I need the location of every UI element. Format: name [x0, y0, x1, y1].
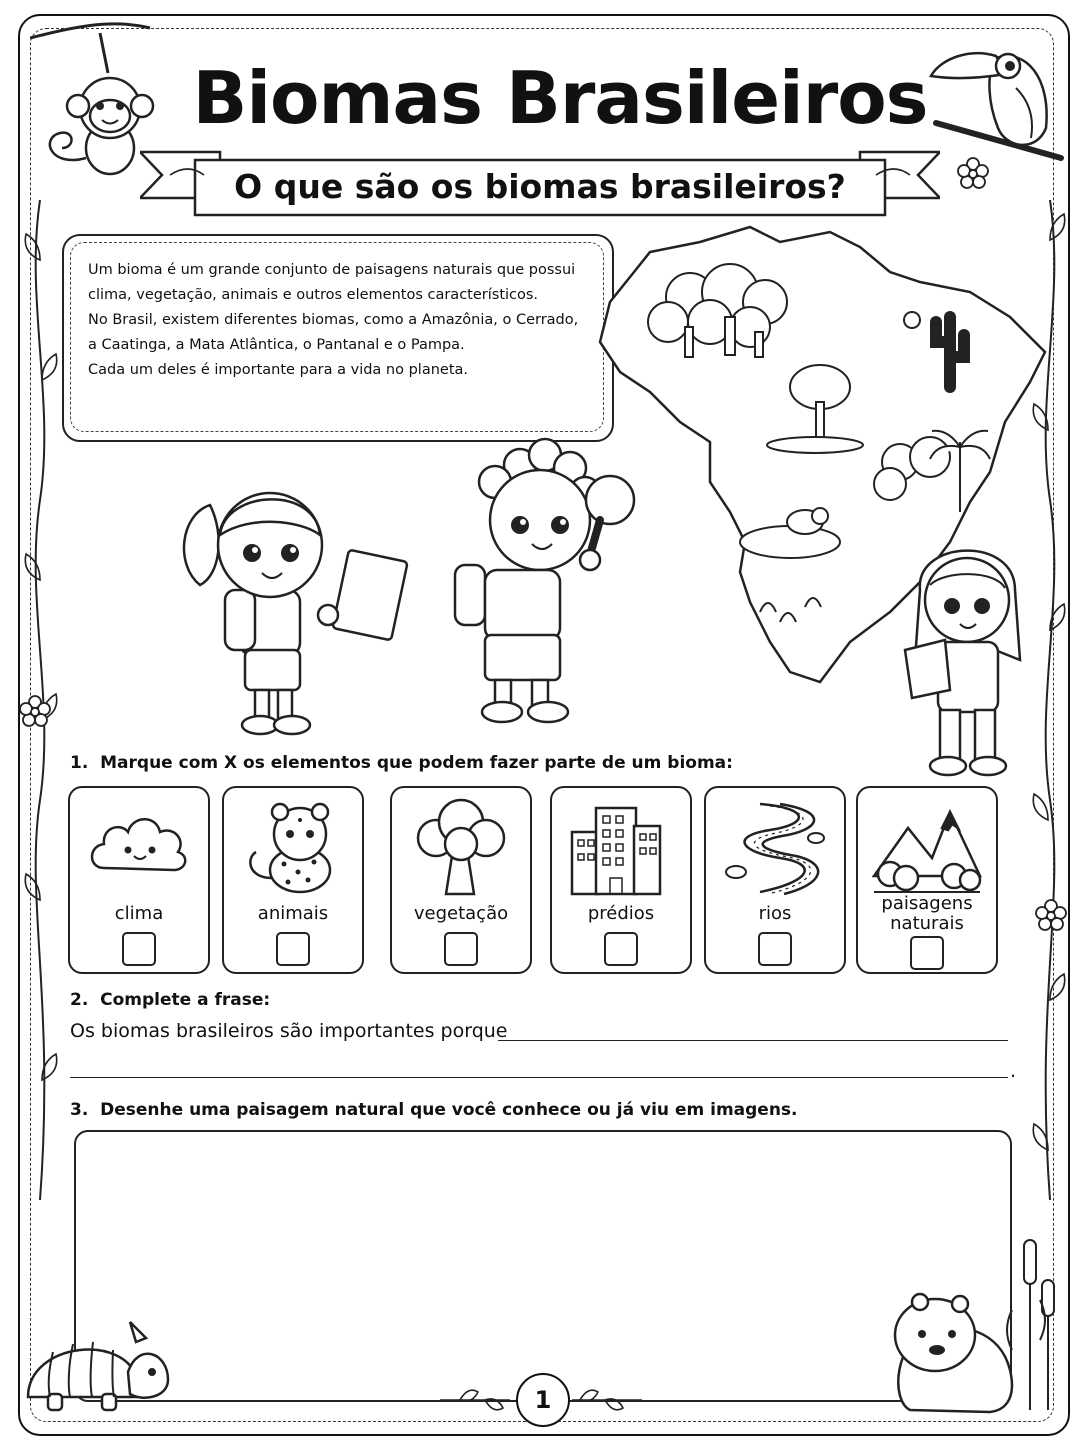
answer-line[interactable]: [498, 1040, 1008, 1041]
checkbox-predios[interactable]: [604, 932, 638, 966]
sentence-end-mark: .: [1010, 1060, 1017, 1082]
capybara-icon: [880, 1230, 1060, 1420]
question-2-heading: [70, 990, 270, 1010]
option-card-clima: [68, 786, 210, 974]
question-number: 1.: [70, 753, 89, 773]
option-card-paisagens-naturais: [856, 786, 998, 974]
answer-line[interactable]: [70, 1077, 1008, 1078]
question-number: 2.: [70, 990, 89, 1010]
armadillo-icon: [18, 1302, 178, 1422]
option-label: [858, 894, 996, 934]
drawing-area[interactable]: [74, 1130, 1012, 1402]
boy-with-magnifier-illustration: [430, 420, 650, 740]
checkbox-paisagens-naturais[interactable]: [910, 936, 944, 970]
intro-line: Um bioma é um grande conjunto de paisagens naturais que possui: [88, 262, 576, 278]
intro-line: No Brasil, existem diferentes biomas, como a Amazônia, o Cerrado,: [88, 312, 579, 328]
cloud-icon: [84, 798, 194, 884]
checkbox-vegetacao[interactable]: [444, 932, 478, 966]
option-card-vegetacao: [390, 786, 532, 974]
question-1-heading: [70, 753, 733, 773]
toucan-icon: [926, 18, 1066, 188]
buildings-icon: [566, 798, 676, 898]
jaguar-icon: [238, 798, 348, 898]
option-label: prédios: [587, 903, 655, 924]
question-number: 3.: [70, 1100, 89, 1120]
question-3-heading: [70, 1100, 798, 1120]
flower-icon: [1034, 898, 1068, 932]
page-title: Biomas Brasileiros: [192, 56, 928, 140]
checkbox-animais[interactable]: [276, 932, 310, 966]
intro-line: clima, vegetação, animais e outros elementos característicos.: [88, 287, 539, 303]
checkbox-clima[interactable]: [122, 932, 156, 966]
question-text: Marque com X os elementos que podem fazer parte de um bioma:: [100, 753, 733, 773]
question-text: Complete a frase:: [100, 990, 271, 1010]
question-text: Desenhe uma paisagem natural que você conhece ou já viu em imagens.: [100, 1100, 798, 1120]
option-card-rios: [704, 786, 846, 974]
option-card-predios: [550, 786, 692, 974]
option-label: clima: [114, 903, 164, 924]
mountains-icon: [872, 798, 982, 898]
girl-reading-book-illustration: [900, 530, 1035, 785]
option-label: animais: [257, 903, 329, 924]
option-label: vegetação: [413, 903, 509, 924]
checkbox-rios[interactable]: [758, 932, 792, 966]
tree-icon: [406, 798, 516, 898]
girl-with-notepad-illustration: [170, 455, 420, 740]
page-number: 1: [516, 1373, 570, 1427]
option-label-line: paisagens: [881, 893, 973, 914]
intro-text: [88, 258, 598, 383]
sentence-prompt: Os biomas brasileiros são importantes porque: [70, 1020, 508, 1042]
option-label: rios: [758, 903, 792, 924]
flower-icon: [18, 694, 52, 728]
river-icon: [720, 798, 830, 898]
page-subtitle: O que são os biomas brasileiros?: [234, 167, 846, 206]
intro-line: Cada um deles é importante para a vida no planeta.: [88, 362, 468, 378]
option-card-animais: [222, 786, 364, 974]
option-label-line: naturais: [890, 913, 964, 934]
intro-line: a Caatinga, a Mata Atlântica, o Pantanal e o Pampa.: [88, 337, 465, 353]
